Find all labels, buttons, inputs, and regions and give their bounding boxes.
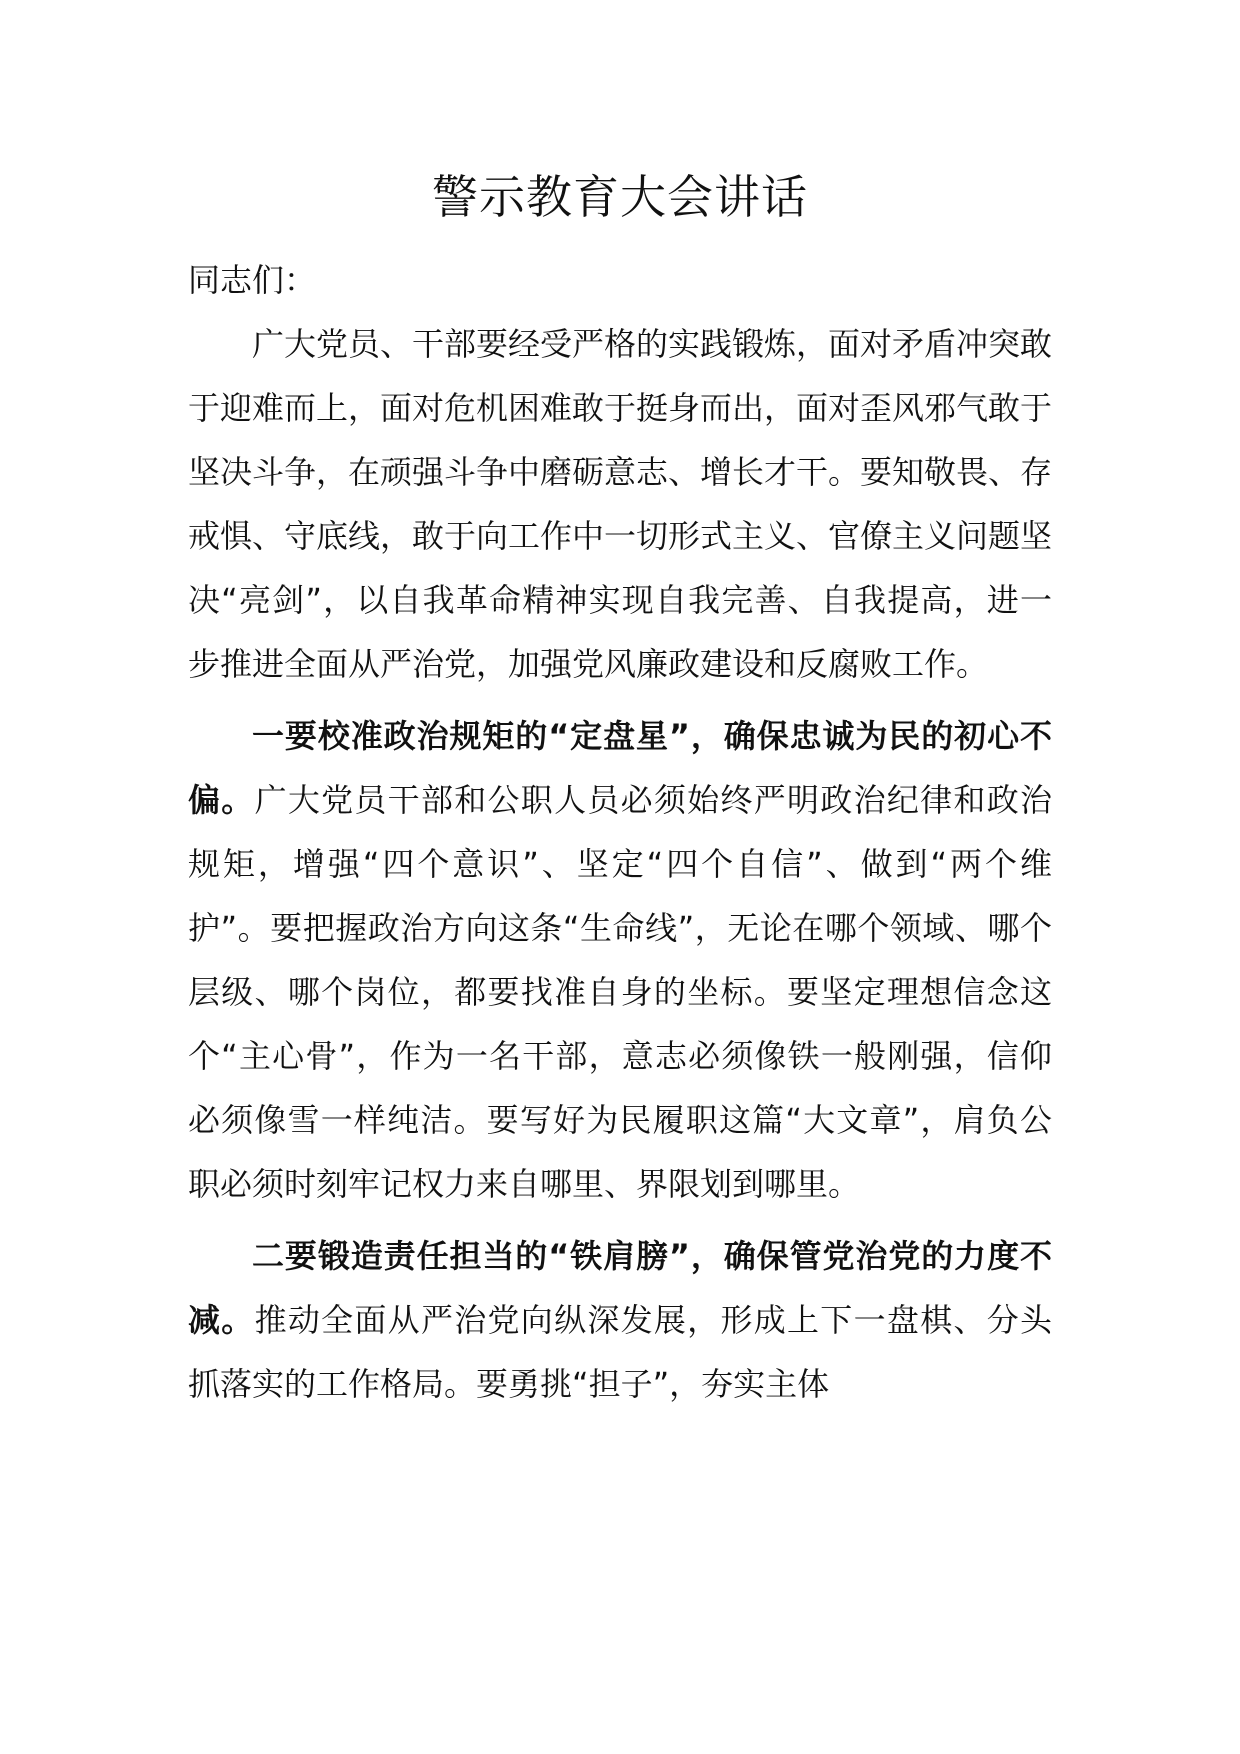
paragraph-3 (188, 1224, 1052, 1416)
paragraph-1 (188, 312, 1052, 696)
paragraph-2-heading: 一要校准政治规矩的“定盘星”，确保忠诚为民的初心不偏。 (188, 717, 1052, 819)
paragraph-3-text: 推动全面从严治党向纵深发展，形成上下一盘棋、分头抓落实的工作格局。要勇挑“担子”，夯实主体 (188, 1301, 1052, 1403)
document-body (188, 248, 1052, 1424)
paragraph-1-text: 广大党员、干部要经受严格的实践锻炼，面对矛盾冲突敢于迎难而上，面对危机困难敢于挺身而出，面对歪风邪气敢于坚决斗争，在顽强斗争中磨砺意志、增长才干。要知敬畏、存戒惧、守底线，敢于向工作中一切形式主义、官僚主义问题坚决“亮剑”，以自我革命精神实现自我完善、自我提高，进一步推进全面从严治党，加强党风廉政建设和反腐败工作。 (188, 325, 1053, 683)
paragraph-2-text: 广大党员干部和公职人员必须始终严明政治纪律和政治规矩，增强“四个意识”、坚定“四个自信”、做到“两个维护”。要把握政治方向这条“生命线”，无论在哪个领域、哪个层级、哪个岗位，都要找准自身的坐标。要坚定理想信念这个“主心骨”，作为一名干部，意志必须像铁一般刚强，信仰必须像雪一样纯洁。要写好为民履职这篇“大文章”，肩负公职必须时刻牢记权力来自哪里、界限划到哪里。 (188, 781, 1052, 1203)
document-title: 警示教育大会讲话 (432, 170, 808, 224)
greeting: 同志们： (188, 261, 317, 299)
paragraph-2 (188, 704, 1052, 1216)
paragraph-3-heading: 二要锻造责任担当的“铁肩膀”，确保管党治党的力度不减。 (188, 1237, 1052, 1339)
